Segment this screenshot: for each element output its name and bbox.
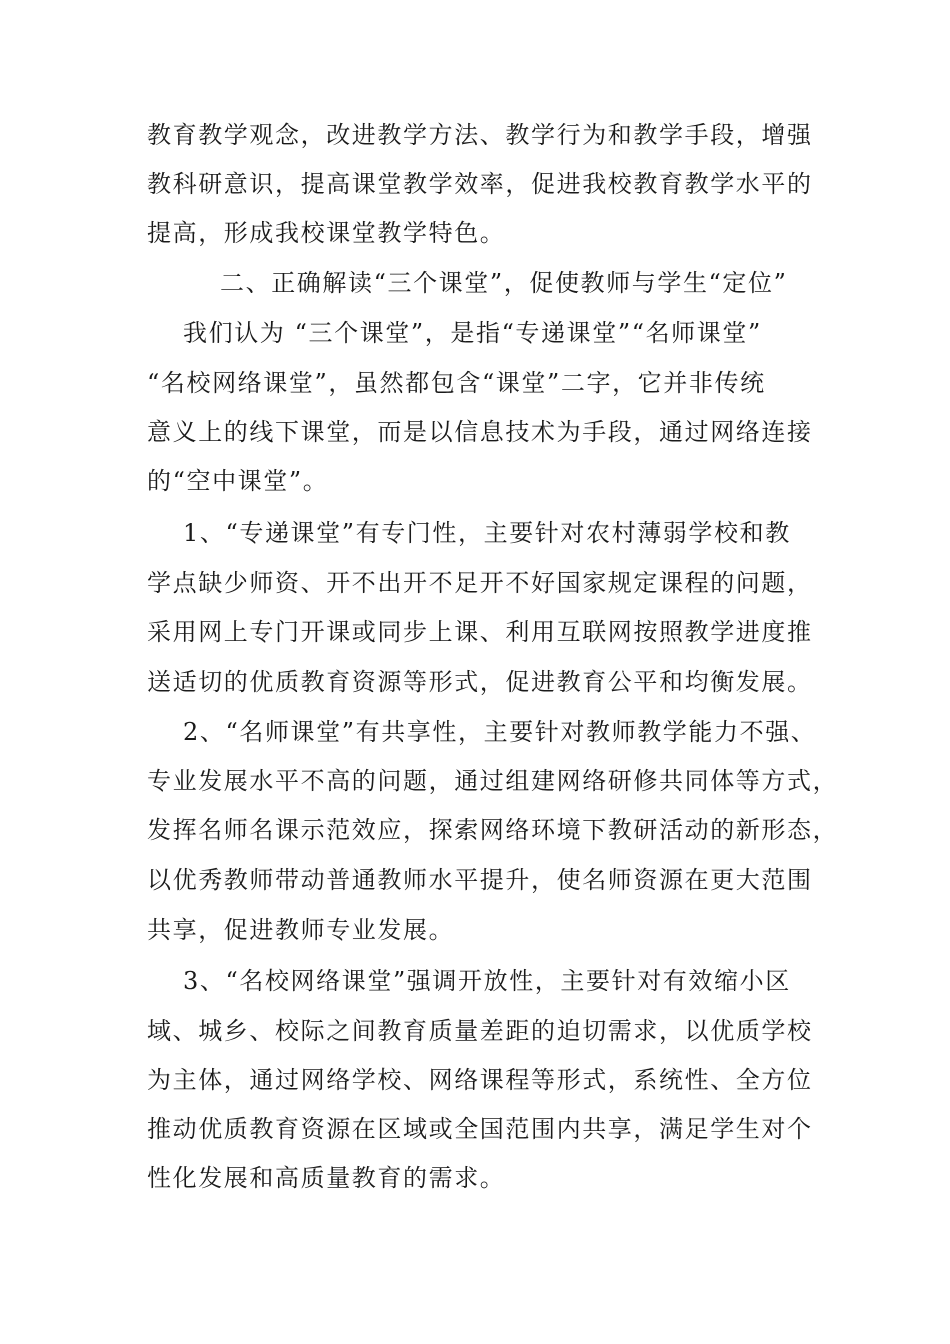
list-item-2-line-2: 专业发展水平不高的问题，通过组建网络研修共同体等方式，	[147, 767, 839, 795]
body-line-1: 教育教学观念，改进教学方法、教学行为和教学手段，增强	[147, 121, 813, 149]
section-heading: 二、正确解读“三个课堂”，促使教师与学生“定位”	[220, 269, 788, 297]
body-line-8: 的“空中课堂”。	[147, 467, 329, 495]
list-item-1-line-2: 学点缺少师资、开不出开不足开不好国家规定课程的问题，	[147, 569, 813, 597]
list-item-2-line-5: 共享，促进教师专业发展。	[147, 916, 455, 944]
list-item-3-line-3: 为主体，通过网络学校、网络课程等形式，系统性、全方位	[147, 1066, 813, 1094]
list-item-2-line-4: 以优秀教师带动普通教师水平提升，使名师资源在更大范围	[147, 866, 813, 894]
body-line-6: “名校网络课堂”，虽然都包含“课堂”二字，它并非传统	[147, 369, 766, 397]
list-item-1-line-1: 1、“专递课堂”有专门性，主要针对农村薄弱学校和教	[183, 519, 791, 547]
body-line-7: 意义上的线下课堂，而是以信息技术为手段，通过网络连接	[147, 418, 813, 446]
list-item-1-line-4: 送适切的优质教育资源等形式，促进教育公平和均衡发展。	[147, 668, 813, 696]
body-line-2: 教科研意识，提高课堂教学效率，促进我校教育教学水平的	[147, 170, 813, 198]
list-item-2-line-1: 2、“名师课堂”有共享性，主要针对教师教学能力不强、	[183, 718, 817, 746]
list-item-1-line-3: 采用网上专门开课或同步上课、利用互联网按照教学进度推	[147, 618, 813, 646]
body-line-3: 提高，形成我校课堂教学特色。	[147, 219, 506, 247]
list-item-3-line-5: 性化发展和高质量教育的需求。	[147, 1164, 506, 1192]
list-item-3-line-1: 3、“名校网络课堂”强调开放性，主要针对有效缩小区	[183, 967, 791, 995]
list-item-3-line-2: 域、城乡、校际之间教育质量差距的迫切需求，以优质学校	[147, 1017, 813, 1045]
list-item-2-line-3: 发挥名师名课示范效应，探索网络环境下教研活动的新形态，	[147, 816, 839, 844]
body-line-5: 我们认为 “三个课堂”，是指“专递课堂”“名师课堂”	[183, 319, 762, 347]
list-item-3-line-4: 推动优质教育资源在区域或全国范围内共享，满足学生对个	[147, 1115, 813, 1143]
